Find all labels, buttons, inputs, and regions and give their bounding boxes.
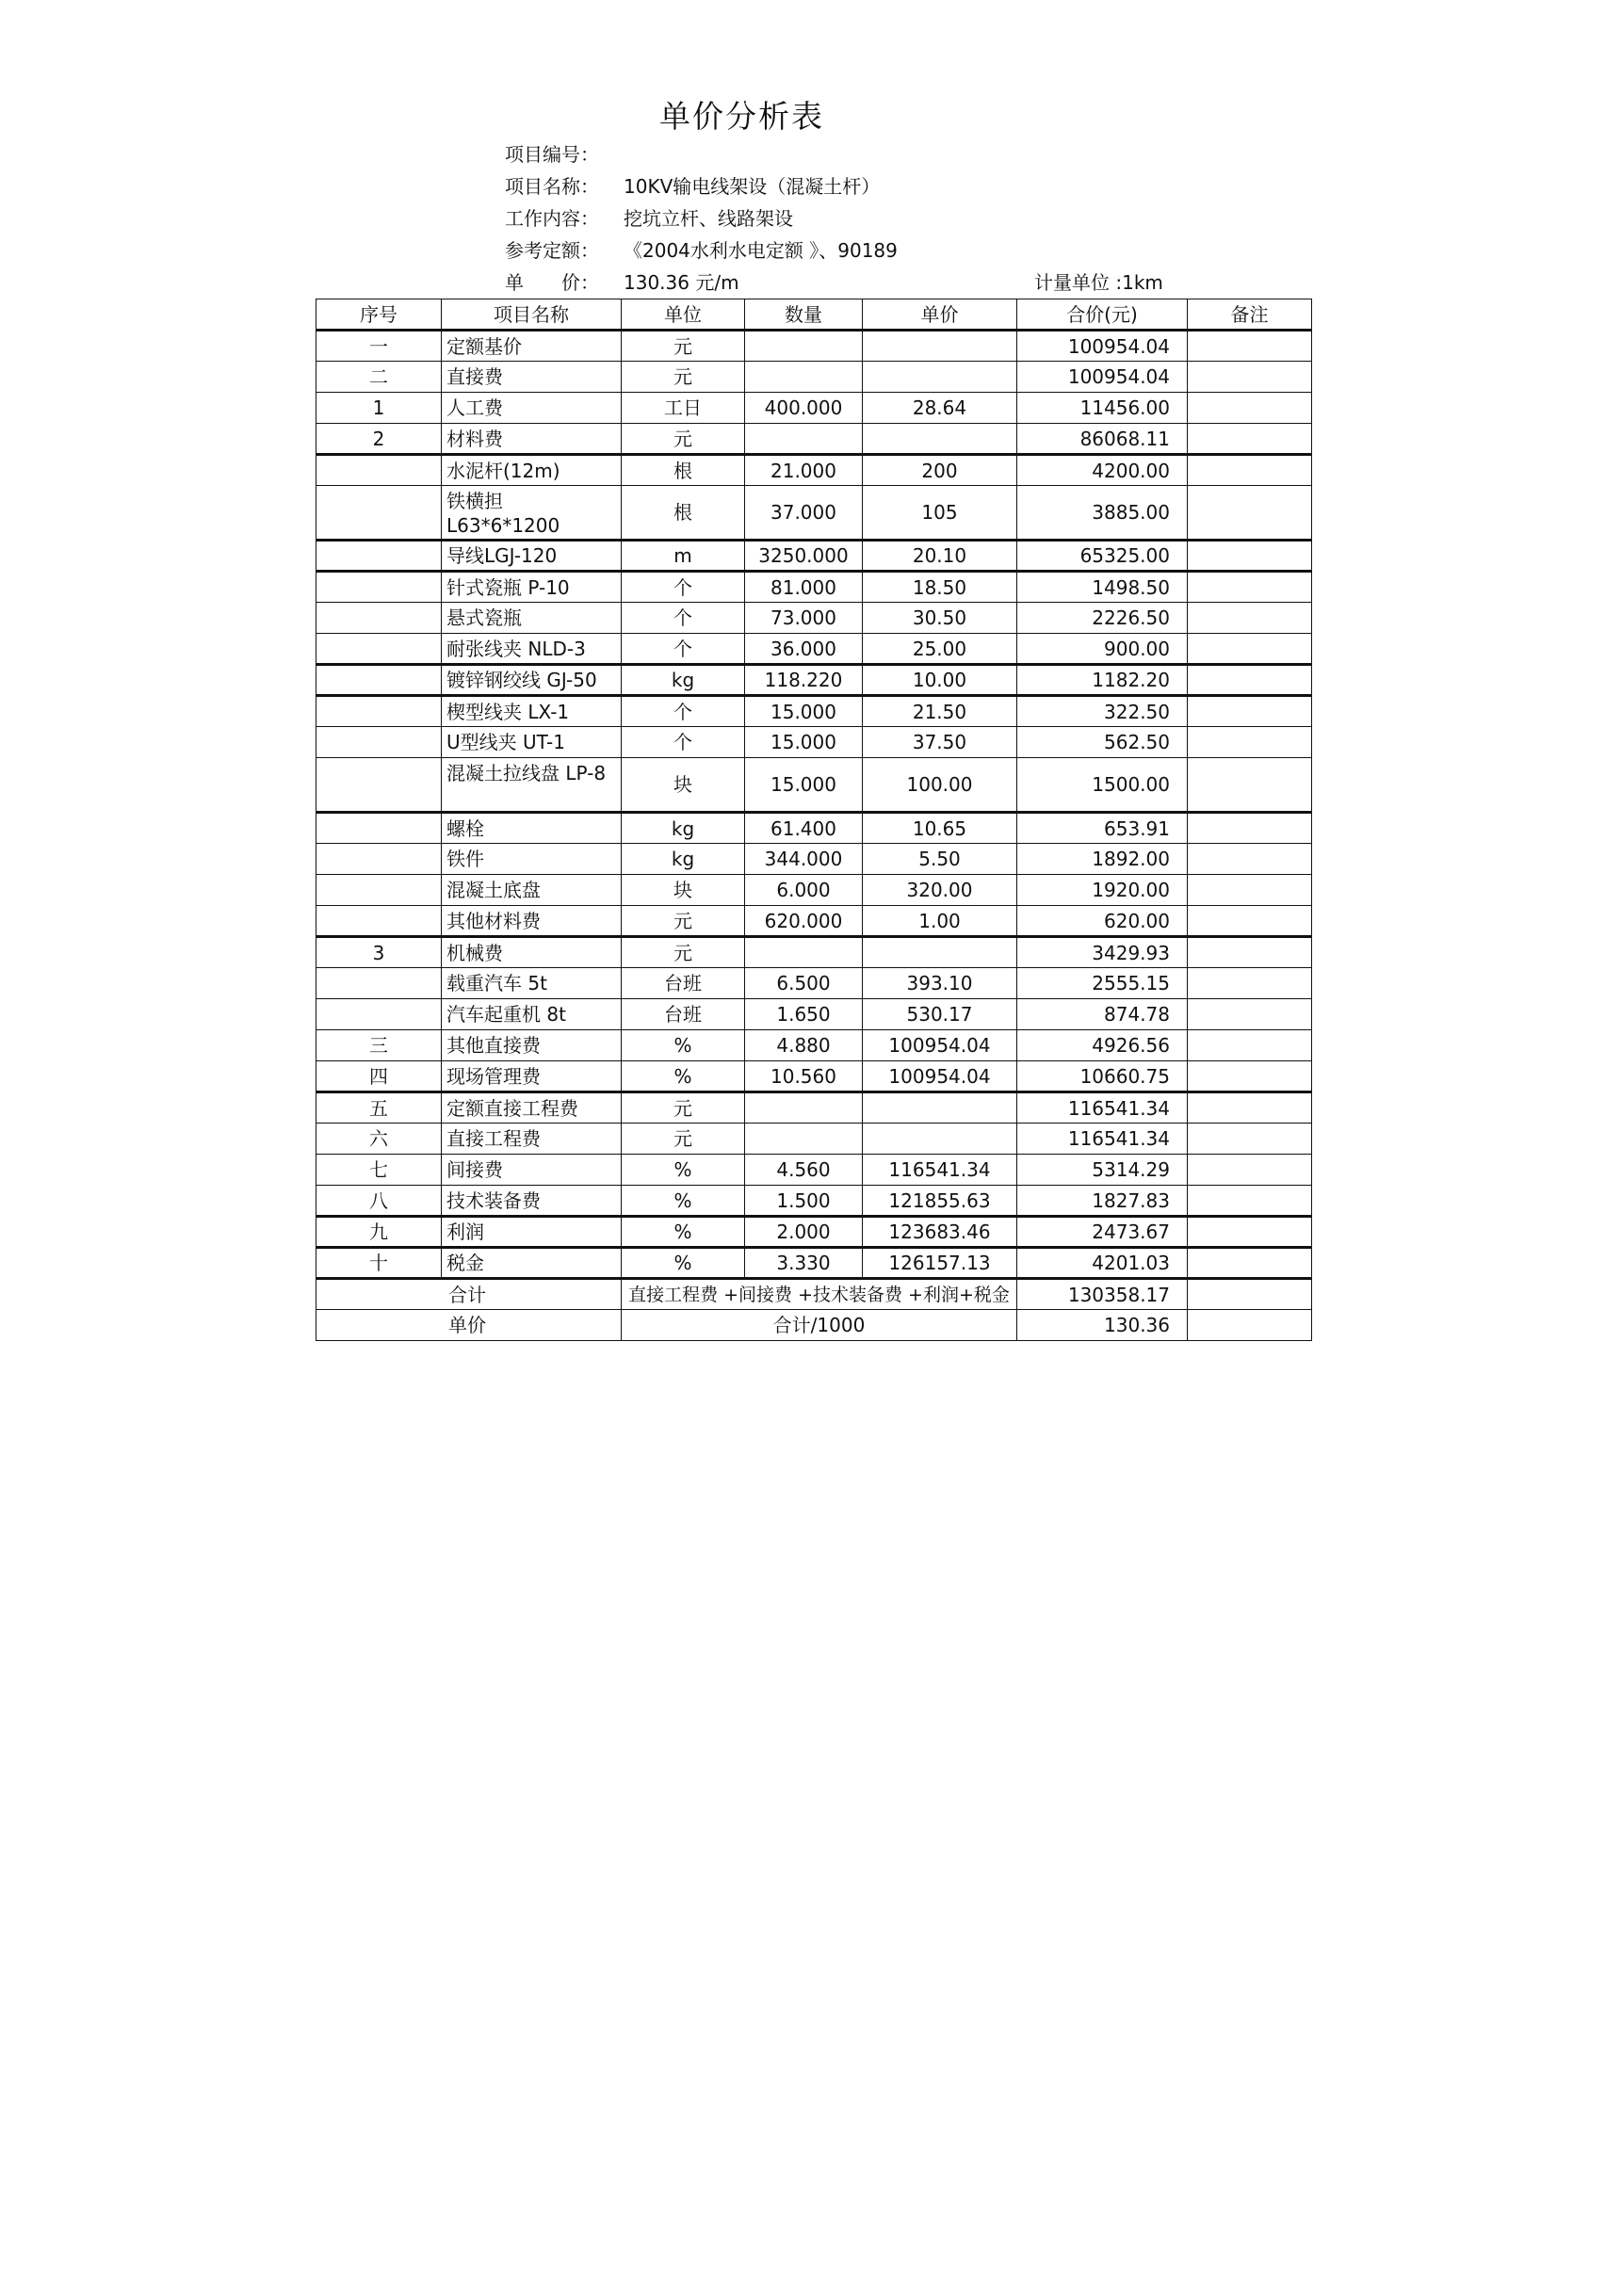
row-unit-price [863,937,1017,968]
row-seq: 二 [316,362,442,393]
row-item-name: 机械费 [442,937,622,968]
row-remarks [1188,813,1312,844]
row-seq: 九 [316,1217,442,1248]
row-item-name: 直接费 [442,362,622,393]
page-title: 单价分析表 [659,98,824,135]
row-item-name: 镀锌钢绞线 GJ-50 [442,665,622,696]
row-quantity: 15.000 [745,758,863,813]
row-quantity: 6.500 [745,968,863,999]
row-quantity: 4.560 [745,1155,863,1186]
row-total: 2555.15 [1017,968,1188,999]
table-row [316,665,1312,696]
meta-measure-unit: 计量单位 :1km [1034,271,1163,294]
row-seq [316,727,442,758]
row-total: 86068.11 [1017,424,1188,455]
row-seq [316,572,442,603]
table-row [316,968,1312,999]
row-remarks [1188,572,1312,603]
table-row [316,486,1312,541]
row-unit-price: 393.10 [863,968,1017,999]
row-quantity: 81.000 [745,572,863,603]
table-row [316,362,1312,393]
table-row [316,455,1312,486]
row-seq [316,875,442,906]
row-unit: kg [622,665,745,696]
table-row [316,1061,1312,1092]
row-quantity: 3250.000 [745,541,863,572]
row-quantity: 3.330 [745,1248,863,1279]
meta-project-no [505,139,624,167]
total-formula: 直接工程费 +间接费 +技术装备费 +利润+税金 [622,1279,1017,1310]
row-item-name: U型线夹 UT-1 [442,727,622,758]
row-item-name: 现场管理费 [442,1061,622,1092]
row-item-name: 汽车起重机 8t [442,999,622,1030]
row-unit: 元 [622,1092,745,1124]
row-seq [316,968,442,999]
row-remarks [1188,424,1312,455]
row-remarks [1188,486,1312,541]
row-unit: 根 [622,455,745,486]
meta-label: 项目名称： [505,175,599,198]
table-row [316,906,1312,937]
row-remarks [1188,968,1312,999]
row-seq: 八 [316,1186,442,1217]
row-unit-price: 21.50 [863,696,1017,727]
row-quantity: 400.000 [745,393,863,424]
row-item-name: 水泥杆(12m) [442,455,622,486]
row-remarks [1188,1217,1312,1248]
row-quantity: 73.000 [745,603,863,634]
row-seq [316,541,442,572]
header-seq: 序号 [316,299,442,331]
row-unit: 元 [622,331,745,362]
row-unit: m [622,541,745,572]
row-remarks [1188,844,1312,875]
row-quantity: 1.500 [745,1186,863,1217]
row-quantity: 15.000 [745,727,863,758]
row-unit: 台班 [622,999,745,1030]
row-quantity: 21.000 [745,455,863,486]
row-total: 2226.50 [1017,603,1188,634]
meta-value: 《2004水利水电定额 》、90189 [624,239,898,262]
table-row [316,603,1312,634]
row-seq [316,455,442,486]
table-row [316,844,1312,875]
row-seq [316,758,442,813]
row-unit: 块 [622,875,745,906]
table-row [316,1092,1312,1124]
meta-value: 130.36 元/m [624,271,739,294]
row-unit-price: 105 [863,486,1017,541]
row-item-name: 楔型线夹 LX-1 [442,696,622,727]
table-row [316,999,1312,1030]
row-unit: 元 [622,424,745,455]
table-row [316,424,1312,455]
row-unit-price [863,424,1017,455]
row-total: 653.91 [1017,813,1188,844]
row-remarks [1188,362,1312,393]
meta-value: 挖坑立杆、线路架设 [624,207,793,230]
row-quantity: 10.560 [745,1061,863,1092]
row-seq [316,634,442,665]
row-total: 900.00 [1017,634,1188,665]
row-remarks [1188,603,1312,634]
row-unit: kg [622,813,745,844]
row-total: 100954.04 [1017,331,1188,362]
row-item-name: 其他材料费 [442,906,622,937]
row-unit-price: 37.50 [863,727,1017,758]
row-remarks [1188,906,1312,937]
row-total: 4201.03 [1017,1248,1188,1279]
row-total: 1827.83 [1017,1186,1188,1217]
row-item-name: 混凝土拉线盘 LP-8 [442,758,622,813]
row-unit-price: 100954.04 [863,1030,1017,1061]
row-unit: kg [622,844,745,875]
row-total: 116541.34 [1017,1124,1188,1155]
row-item-name: 针式瓷瓶 P-10 [442,572,622,603]
unit-price-note [1188,1310,1312,1341]
row-total: 5314.29 [1017,1155,1188,1186]
row-item-name: 技术装备费 [442,1186,622,1217]
row-seq [316,906,442,937]
row-unit: 元 [622,906,745,937]
total-note [1188,1279,1312,1310]
row-unit: 元 [622,362,745,393]
table-row [316,393,1312,424]
row-total: 100954.04 [1017,362,1188,393]
row-total: 322.50 [1017,696,1188,727]
table-row [316,1155,1312,1186]
unit-price-row [316,1310,1312,1341]
row-unit: 根 [622,486,745,541]
row-remarks [1188,331,1312,362]
row-seq [316,665,442,696]
table-row [316,1030,1312,1061]
row-unit: % [622,1030,745,1061]
table-row [316,937,1312,968]
row-item-name: 螺栓 [442,813,622,844]
row-total: 1920.00 [1017,875,1188,906]
row-remarks [1188,541,1312,572]
row-item-name: 混凝土底盘 [442,875,622,906]
row-unit: % [622,1155,745,1186]
row-remarks [1188,1030,1312,1061]
table-row [316,541,1312,572]
row-item-name: 间接费 [442,1155,622,1186]
row-remarks [1188,1092,1312,1124]
meta-unit-price [505,267,739,295]
row-unit-price: 530.17 [863,999,1017,1030]
row-quantity: 36.000 [745,634,863,665]
header-remarks: 备注 [1188,299,1312,331]
row-remarks [1188,1155,1312,1186]
row-seq: 六 [316,1124,442,1155]
row-remarks [1188,758,1312,813]
row-item-name: 耐张线夹 NLD-3 [442,634,622,665]
table-row [316,875,1312,906]
row-remarks [1188,999,1312,1030]
row-seq: 1 [316,393,442,424]
header-total: 合价(元) [1017,299,1188,331]
row-total: 1182.20 [1017,665,1188,696]
row-quantity [745,1092,863,1124]
row-unit-price: 25.00 [863,634,1017,665]
row-unit-price: 100.00 [863,758,1017,813]
table-row [316,1248,1312,1279]
row-total: 10660.75 [1017,1061,1188,1092]
row-unit: 个 [622,727,745,758]
row-unit: 台班 [622,968,745,999]
row-unit: 元 [622,1124,745,1155]
row-seq [316,844,442,875]
row-item-name: 税金 [442,1248,622,1279]
table-row [316,572,1312,603]
row-seq [316,813,442,844]
row-unit-price: 121855.63 [863,1186,1017,1217]
table-header-row [316,299,1312,331]
row-remarks [1188,665,1312,696]
row-unit: 块 [622,758,745,813]
row-seq [316,486,442,541]
row-remarks [1188,1186,1312,1217]
row-total: 3429.93 [1017,937,1188,968]
total-label: 合计 [316,1279,622,1310]
row-seq [316,999,442,1030]
row-item-name: 导线LGJ-120 [442,541,622,572]
header-unit: 单位 [622,299,745,331]
row-quantity [745,424,863,455]
row-seq: 一 [316,331,442,362]
row-item-name: 人工费 [442,393,622,424]
row-quantity: 4.880 [745,1030,863,1061]
row-remarks [1188,634,1312,665]
row-quantity [745,1124,863,1155]
row-item-name: 铁件 [442,844,622,875]
row-unit: % [622,1186,745,1217]
table-row [316,758,1312,813]
row-total: 1500.00 [1017,758,1188,813]
meta-work-content [505,203,793,231]
table-row [316,1124,1312,1155]
unit-price-value: 130.36 [1017,1310,1188,1341]
row-unit: % [622,1248,745,1279]
row-quantity: 118.220 [745,665,863,696]
row-item-name: 材料费 [442,424,622,455]
row-seq [316,696,442,727]
row-remarks [1188,875,1312,906]
row-unit: 个 [622,603,745,634]
row-seq: 2 [316,424,442,455]
row-remarks [1188,1248,1312,1279]
row-remarks [1188,455,1312,486]
row-remarks [1188,1061,1312,1092]
row-seq: 3 [316,937,442,968]
total-row [316,1279,1312,1310]
row-seq: 三 [316,1030,442,1061]
meta-project-name [505,171,880,199]
row-unit-price [863,331,1017,362]
row-quantity: 37.000 [745,486,863,541]
row-unit-price: 126157.13 [863,1248,1017,1279]
row-unit-price: 10.00 [863,665,1017,696]
row-quantity: 1.650 [745,999,863,1030]
row-remarks [1188,727,1312,758]
meta-label: 项目编号： [505,143,599,166]
row-unit: 个 [622,572,745,603]
row-total: 2473.67 [1017,1217,1188,1248]
unit-price-label: 单价 [316,1310,622,1341]
meta-value: 10KV输电线架设（混凝土杆） [624,175,881,198]
row-unit-price: 100954.04 [863,1061,1017,1092]
table-row [316,1186,1312,1217]
row-total: 11456.00 [1017,393,1188,424]
row-item-name: 利润 [442,1217,622,1248]
row-remarks [1188,696,1312,727]
row-item-name: 直接工程费 [442,1124,622,1155]
row-quantity: 620.000 [745,906,863,937]
row-unit: % [622,1061,745,1092]
row-remarks [1188,393,1312,424]
row-total: 116541.34 [1017,1092,1188,1124]
row-unit-price: 1.00 [863,906,1017,937]
row-unit: % [622,1217,745,1248]
row-unit-price: 116541.34 [863,1155,1017,1186]
table-row [316,331,1312,362]
row-quantity: 15.000 [745,696,863,727]
row-unit: 个 [622,634,745,665]
table-row [316,727,1312,758]
row-seq: 四 [316,1061,442,1092]
row-total: 65325.00 [1017,541,1188,572]
row-item-name: 定额基价 [442,331,622,362]
row-total: 620.00 [1017,906,1188,937]
row-unit-price: 5.50 [863,844,1017,875]
header-quantity: 数量 [745,299,863,331]
row-total: 1892.00 [1017,844,1188,875]
row-unit-price: 20.10 [863,541,1017,572]
row-item-name: 载重汽车 5t [442,968,622,999]
header-unit-price: 单价 [863,299,1017,331]
row-unit-price [863,1124,1017,1155]
row-unit-price: 10.65 [863,813,1017,844]
table-row [316,813,1312,844]
table-row [316,634,1312,665]
row-unit-price: 18.50 [863,572,1017,603]
meta-label: 参考定额： [505,239,599,262]
row-total: 4926.56 [1017,1030,1188,1061]
table-row [316,1217,1312,1248]
row-unit: 工日 [622,393,745,424]
row-total: 562.50 [1017,727,1188,758]
row-unit-price: 320.00 [863,875,1017,906]
row-seq: 十 [316,1248,442,1279]
table-row [316,696,1312,727]
row-unit-price [863,1092,1017,1124]
total-value: 130358.17 [1017,1279,1188,1310]
row-total: 4200.00 [1017,455,1188,486]
row-seq: 五 [316,1092,442,1124]
row-remarks [1188,937,1312,968]
row-quantity: 6.000 [745,875,863,906]
row-total: 874.78 [1017,999,1188,1030]
row-total: 3885.00 [1017,486,1188,541]
row-quantity: 2.000 [745,1217,863,1248]
meta-label: 单 价： [505,271,599,294]
row-quantity: 344.000 [745,844,863,875]
row-unit: 个 [622,696,745,727]
row-unit-price: 123683.46 [863,1217,1017,1248]
row-item-name: 悬式瓷瓶 [442,603,622,634]
row-quantity [745,331,863,362]
row-unit-price: 28.64 [863,393,1017,424]
row-unit-price: 30.50 [863,603,1017,634]
unit-price-analysis-table [316,299,1312,1341]
meta-label: 工作内容： [505,207,599,230]
row-seq [316,603,442,634]
row-unit-price: 200 [863,455,1017,486]
row-item-name: 铁横担 L63*6*1200 [442,486,622,541]
row-total: 1498.50 [1017,572,1188,603]
row-quantity [745,937,863,968]
row-quantity [745,362,863,393]
meta-reference-quota [505,235,898,263]
row-unit-price [863,362,1017,393]
row-item-name: 定额直接工程费 [442,1092,622,1124]
row-remarks [1188,1124,1312,1155]
unit-price-formula: 合计/1000 [622,1310,1017,1341]
row-seq: 七 [316,1155,442,1186]
header-item-name: 项目名称 [442,299,622,331]
row-unit: 元 [622,937,745,968]
row-item-name: 其他直接费 [442,1030,622,1061]
row-quantity: 61.400 [745,813,863,844]
